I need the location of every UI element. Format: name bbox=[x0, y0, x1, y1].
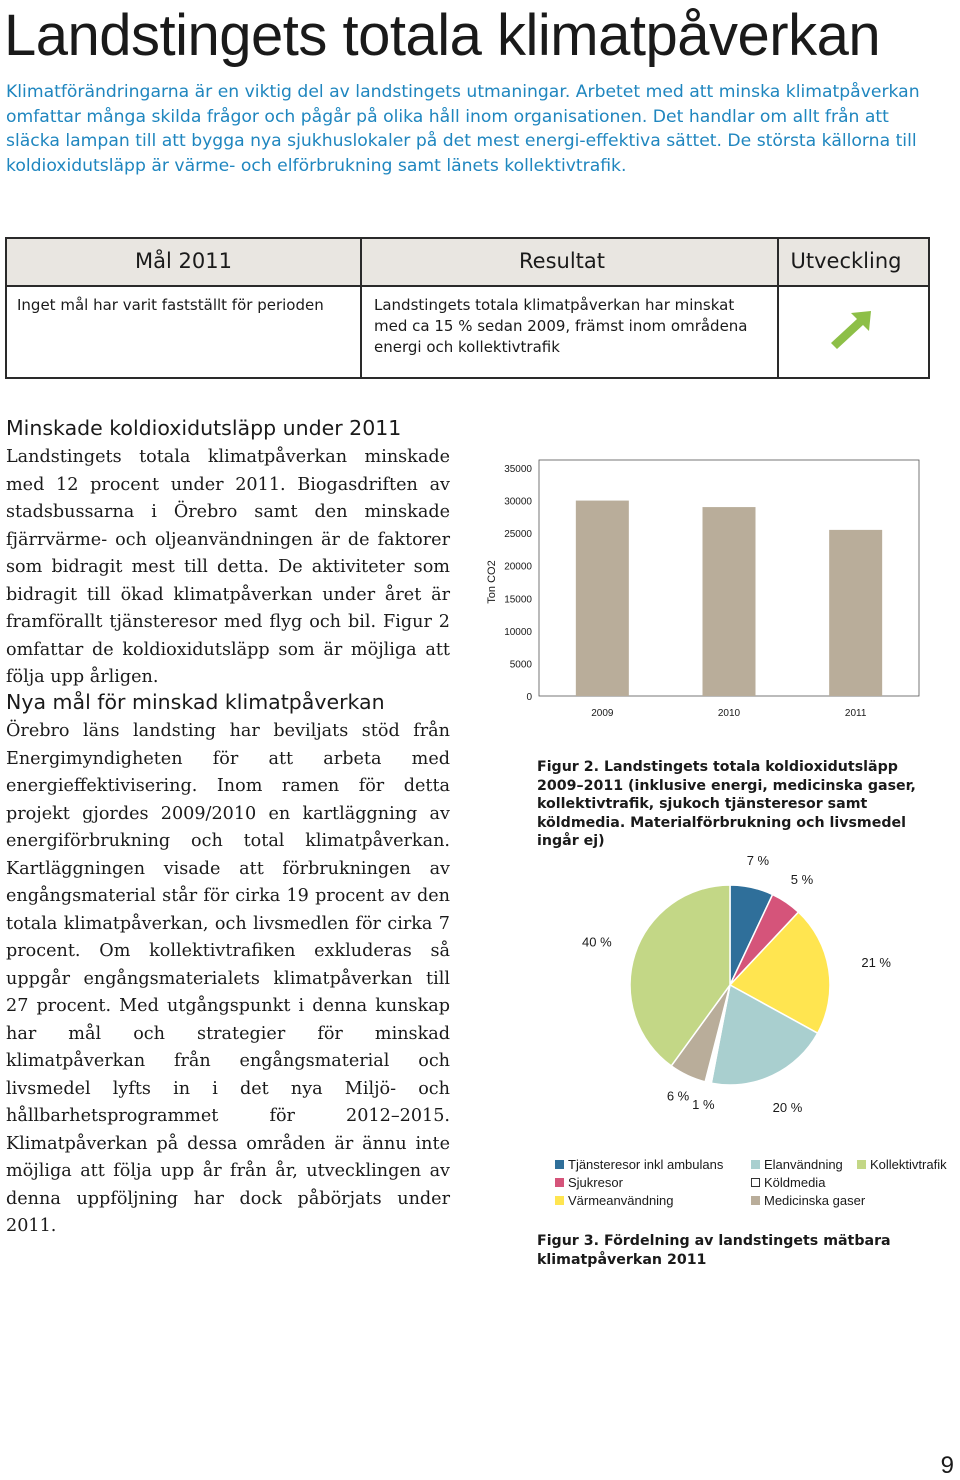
pie-slice-label: 7 % bbox=[746, 853, 770, 869]
legend-item bbox=[751, 1175, 825, 1190]
legend-label: Köldmedia bbox=[764, 1175, 826, 1190]
bar-2011 bbox=[829, 530, 882, 696]
y-tick-label: 35000 bbox=[504, 464, 532, 475]
y-tick-label: 15000 bbox=[504, 594, 532, 606]
figure2-caption: Figur 2. Landstingets totala koldioxidutsläpp 2009–2011 (inklusive energi, medicinska gaser, kollektivtrafik, sjukoch tjänsteresor samt köldmedia. Materialförbrukning och livsmedel ingår ej) bbox=[537, 759, 916, 849]
section-heading-new-goals: Nya mål för minskad klimatpåverkan bbox=[6, 690, 385, 714]
trend-header: Utveckling bbox=[790, 249, 902, 273]
y-tick-label: 0 bbox=[526, 692, 532, 703]
x-tick-label: 2009 bbox=[591, 708, 614, 719]
arrow-up-right-icon bbox=[829, 309, 875, 351]
legend-label: Elanvändning bbox=[764, 1157, 843, 1172]
pie-legend bbox=[555, 1157, 960, 1213]
pie-slice-label: 20 % bbox=[772, 1100, 803, 1116]
pie-slice-label: 21 % bbox=[861, 954, 891, 970]
page-number: 9 bbox=[940, 1452, 954, 1479]
legend-swatch bbox=[857, 1160, 866, 1169]
y-tick-label: 25000 bbox=[504, 529, 532, 541]
y-tick-label: 5000 bbox=[509, 659, 532, 671]
intro-paragraph: Klimatförändringarna är en viktig del av landstingets utmaningar. Arbetet med att minska klimatpåverkan omfattar många skilda frågor och pågår på olika håll inom organisationen. Det handlar om allt från att släcka lampan till att bygga nya sjukhuslokaler på det mest energi-effektiva sättet. De största källorna till koldioxidutsläpp är värme- och elförbrukning samt länets kollektivtrafik. bbox=[6, 82, 920, 176]
result-cell: Landstingets totala klimatpåverkan har minskat med ca 15 % sedan 2009, främst inom områdena energi och kollektivtrafik bbox=[374, 296, 748, 356]
legend-item bbox=[751, 1157, 843, 1172]
emissions-pie-chart bbox=[540, 850, 920, 1140]
legend-item bbox=[857, 1157, 947, 1172]
pie-slice-label: 6 % bbox=[666, 1088, 690, 1104]
legend-label: Sjukresor bbox=[568, 1175, 623, 1190]
bar-2010 bbox=[703, 507, 756, 696]
result-header: Resultat bbox=[519, 249, 605, 273]
table-divider bbox=[360, 239, 362, 377]
section-body-emissions: Landstingets totala klimatpåverkan minskade med 12 procent under 2011. Biogasdriften av stadsbussarna i Örebro samt den minskade fjärrvärme- och oljeanvändningen är de faktorer som bidragit mest till detta. De aktiviteter som bidragit till ökad klimatpåverkan under året är framförallt tjänsteresor med flyg och bil. Figur 2 omfattar de koldioxidutsläpp som är möjliga att följa upp årligen. bbox=[6, 447, 450, 687]
pie-slice-label: 1 % bbox=[692, 1097, 715, 1113]
legend-item bbox=[555, 1193, 674, 1208]
goal-table-header bbox=[7, 239, 928, 287]
legend-swatch bbox=[555, 1160, 564, 1169]
y-tick-label: 20000 bbox=[504, 561, 532, 573]
legend-swatch bbox=[555, 1196, 564, 1205]
pie-slice-label: 5 % bbox=[790, 872, 814, 888]
section-body-new-goals: Örebro läns landsting har beviljats stöd från Energimyndigheten för att arbeta med energieffektivisering. Inom ramen för detta projekt gjordes 2009/2010 en kartläggning av energiförbrukning och total klimatpåverkan. Kartläggningen visade att förbrukningen av engångsmaterial står för cirka 19 procent av den totala klimatpåverkan, och livsmedlen för cirka 7 procent. Om kollektivtrafiken exkluderas så uppgår engångsmaterialets klimatpåverkan till 27 procent. Med utgångspunkt i denna kunskap har mål och strategier för minskad klimatpåverkan från engångsmaterial och livsmedel lyfts in i det nya Miljö- och hållbarhetsprogrammet för 2012–2015. Klimatpåverkan på dessa områden är ännu inte möjliga att följa upp år från år, utvecklingen av denna uppföljning har dock påbörjats under 2011. bbox=[6, 721, 450, 1236]
bar-2009 bbox=[576, 501, 629, 696]
goal-header: Mål 2011 bbox=[135, 249, 232, 273]
legend-swatch bbox=[751, 1160, 760, 1169]
emissions-bar-chart bbox=[480, 450, 925, 730]
y-tick-label: 10000 bbox=[504, 626, 532, 638]
legend-item bbox=[751, 1193, 865, 1208]
legend-swatch bbox=[751, 1178, 760, 1187]
x-tick-label: 2011 bbox=[844, 708, 867, 719]
legend-label: Kollektivtrafik bbox=[870, 1157, 947, 1172]
figure3-caption: Figur 3. Fördelning av landstingets mätbara klimatpåverkan 2011 bbox=[537, 1233, 891, 1268]
legend-label: Värmeanvändning bbox=[568, 1193, 674, 1208]
legend-label: Tjänsteresor inkl ambulans bbox=[568, 1157, 724, 1172]
y-tick-label: 30000 bbox=[504, 496, 532, 508]
x-tick-label: 2010 bbox=[717, 708, 741, 719]
y-axis-label: Ton CO2 bbox=[486, 560, 498, 604]
goal-cell: Inget mål har varit fastställt för perioden bbox=[17, 296, 324, 314]
legend-label: Medicinska gaser bbox=[764, 1193, 866, 1208]
legend-swatch bbox=[555, 1178, 564, 1187]
legend-item bbox=[555, 1175, 623, 1190]
pie-slice-label: 40 % bbox=[582, 934, 612, 950]
page-title: Landstingets totala klimatpåverkan bbox=[4, 3, 881, 68]
section-heading-emissions: Minskade koldioxidutsläpp under 2011 bbox=[6, 416, 402, 440]
goal-table bbox=[5, 237, 930, 379]
table-divider bbox=[777, 239, 779, 377]
legend-item bbox=[555, 1157, 723, 1172]
legend-swatch bbox=[751, 1196, 760, 1205]
